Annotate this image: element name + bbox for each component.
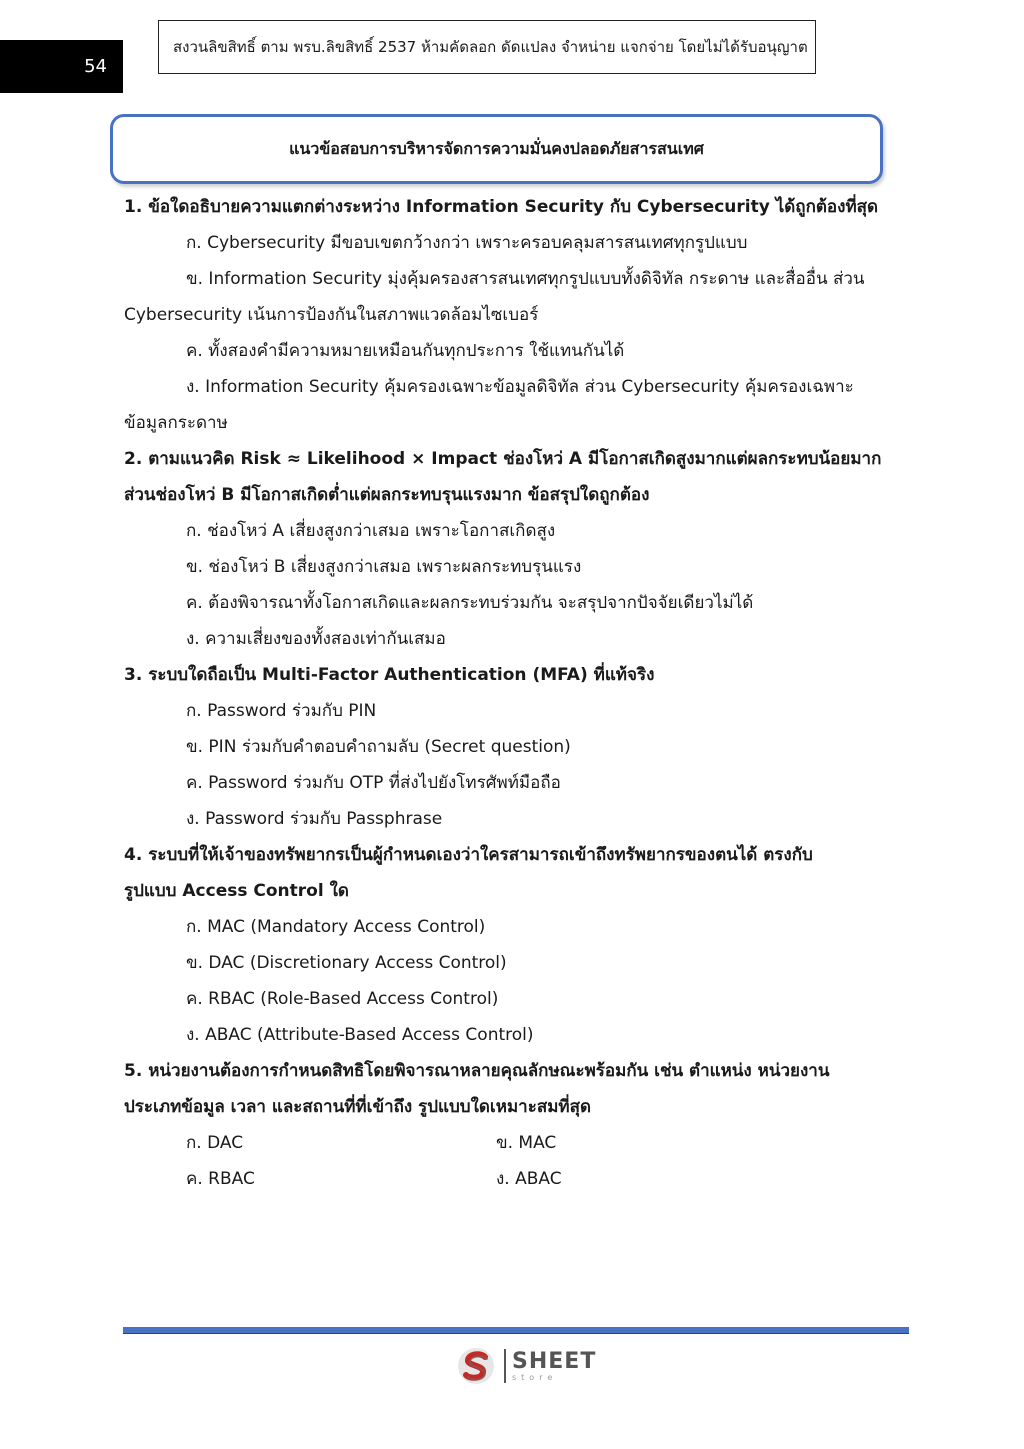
answer-option-row [124,1125,884,1161]
question-list [124,189,884,1197]
answer-option: ง. ABAC [496,1169,562,1189]
answer-option: ข. MAC [496,1133,557,1153]
question-text-continued: รูปแบบ Access Control ใด [124,881,349,901]
answer-option: ง. Information Security คุ้มครองเฉพาะข้อมูลดิจิทัล ส่วน Cybersecurity คุ้มครองเฉพาะ [186,377,854,397]
copyright-text: สงวนลิขสิทธิ์ ตาม พรบ.ลิขสิทธิ์ 2537 ห้ามคัดลอก ดัดแปลง จำหน่าย แจกจ่าย โดยไม่ได้รับอนุญาต [173,38,808,56]
answer-option: ค. Password ร่วมกับ OTP ที่ส่งไปยังโทรศัพท์มือถือ [186,773,561,793]
question-block [124,189,884,441]
answer-option: ง. ความเสี่ยงของทั้งสองเท่ากันเสมอ [186,629,446,649]
question-text-continued: ส่วนช่องโหว่ B มีโอกาสเกิดต่ำแต่ผลกระทบรุนแรงมาก ข้อสรุปใดถูกต้อง [124,485,650,505]
answer-option: ค. ทั้งสองคำมีความหมายเหมือนกันทุกประการ ใช้แทนกันได้ [186,341,625,361]
answer-option: ข. Information Security มุ่งคุ้มครองสารสนเทศทุกรูปแบบทั้งดิจิทัล กระดาษ และสื่ออื่น ส่วน [186,269,865,289]
question-block [124,657,884,837]
answer-option: ก. Password ร่วมกับ PIN [186,701,377,721]
logo-subtitle: store [512,1372,558,1382]
answer-option: ก. MAC (Mandatory Access Control) [186,917,486,937]
answer-option: ค. RBAC [186,1169,255,1189]
answer-option-row [124,1161,884,1197]
copyright-notice [158,20,816,74]
logo-divider [504,1349,506,1383]
question-text-continued: ประเภทข้อมูล เวลา และสถานที่ที่เข้าถึง รูปแบบใดเหมาะสมที่สุด [124,1097,592,1117]
logo-wordmark: SHEET [512,1348,597,1374]
question-text: 1. ข้อใดอธิบายความแตกต่างระหว่าง Information Security กับ Cybersecurity ได้ถูกต้องที่สุด [124,197,879,217]
page-title-box [110,114,883,184]
logo-text [512,1348,597,1382]
answer-option: ง. ABAC (Attribute-Based Access Control) [186,1025,534,1045]
page-title: แนวข้อสอบการบริหารจัดการความมั่นคงปลอดภัยสารสนเทศ [289,138,704,158]
question-text: 4. ระบบที่ให้เจ้าของทรัพยากรเป็นผู้กำหนดเองว่าใครสามารถเข้าถึงทรัพยากรของตนได้ ตรงกับ [124,845,813,865]
question-text: 2. ตามแนวคิด Risk ≈ Likelihood × Impact ช่องโหว่ A มีโอกาสเกิดสูงมากแต่ผลกระทบน้อยมาก [124,449,882,469]
question-block [124,1053,884,1197]
answer-option: ก. DAC [186,1133,244,1153]
question-text: 5. หน่วยงานต้องการกำหนดสิทธิโดยพิจารณาหลายคุณลักษณะพร้อมกัน เช่น ตำแหน่ง หน่วยงาน [124,1061,830,1081]
answer-option-continued: ข้อมูลกระดาษ [124,413,228,433]
answer-option: ข. DAC (Discretionary Access Control) [186,953,507,973]
answer-option: ค. RBAC (Role-Based Access Control) [186,989,499,1009]
question-block [124,837,884,1053]
sheet-store-logo [456,1346,596,1386]
footer-rule [123,1327,909,1334]
answer-option: ข. PIN ร่วมกับคำตอบคำถามลับ (Secret question) [186,737,571,757]
question-text: 3. ระบบใดถือเป็น Multi-Factor Authentication (MFA) ที่แท้จริง [124,665,655,685]
answer-option: ข. ช่องโหว่ B เสี่ยงสูงกว่าเสมอ เพราะผลกระทบรุนแรง [186,557,582,577]
s-logo-icon [456,1346,496,1386]
answer-option: ก. ช่องโหว่ A เสี่ยงสูงกว่าเสมอ เพราะโอกาสเกิดสูง [186,521,556,541]
question-block [124,441,884,657]
page-number: 54 [0,40,123,93]
answer-option: ค. ต้องพิจารณาทั้งโอกาสเกิดและผลกระทบร่วมกัน จะสรุปจากปัจจัยเดียวไม่ได้ [186,593,754,613]
answer-option: ก. Cybersecurity มีขอบเขตกว้างกว่า เพราะครอบคลุมสารสนเทศทุกรูปแบบ [186,233,748,253]
answer-option-continued: Cybersecurity เน้นการป้องกันในสภาพแวดล้อมไซเบอร์ [124,305,539,325]
answer-option: ง. Password ร่วมกับ Passphrase [186,809,443,829]
